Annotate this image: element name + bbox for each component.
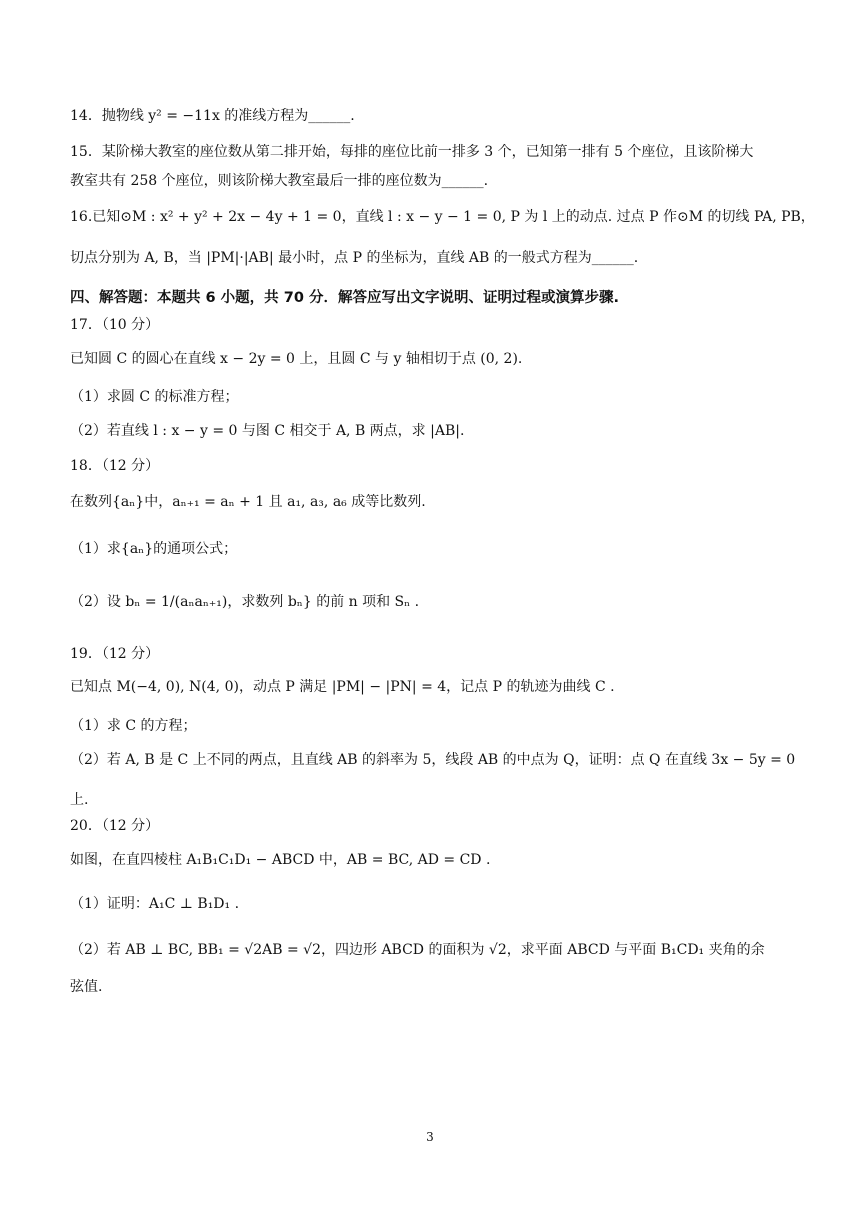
- q16-text-line1: 16.已知⊙M : x² + y² + 2x − 4y + 1 = 0，直线 l : x − y − 1 = 0, P 为 l 上的动点. 过点 P 作⊙M 的切线 PA, PB，: [70, 209, 815, 225]
- q15-text-line1: 15．某阶梯大教室的座位数从第二排开始，每排的座位比前一排多 3 个，已知第一排有 5 个座位，且该阶梯大: [70, 144, 754, 160]
- q16-text-line2: 切点分别为 A, B，当 |PM|·|AB| 最小时，点 P 的坐标为，直线 AB 的一般式方程为______.: [70, 250, 639, 266]
- q20-header: 20．（12 分）: [70, 818, 160, 834]
- q17-header: 17．（10 分）: [70, 317, 160, 333]
- q18-text: 在数列{aₙ}中，aₙ₊₁ = aₙ + 1 且 a₁, a₃, a₆ 成等比数列.: [70, 494, 426, 510]
- q18-part2: （2）设 bₙ = 1/(aₙaₙ₊₁)，求数列 bₙ} 的前 n 项和 Sₙ .: [70, 594, 420, 610]
- q19-part2-line1: （2）若 A, B 是 C 上不同的两点，且直线 AB 的斜率为 5，线段 AB 的中点为 Q，证明：点 Q 在直线 3x − 5y = 0: [70, 752, 796, 768]
- q20-part2-line2: 弦值.: [70, 979, 103, 995]
- section-heading: 四、解答题：本题共 6 小题，共 70 分．解答应写出文字说明、证明过程或演算步骤.: [70, 290, 619, 306]
- q14-text: 14．抛物线 y² = −11x 的准线方程为______.: [70, 108, 355, 124]
- q18-header: 18．（12 分）: [70, 458, 160, 474]
- q20-text: 如图，在直四棱柱 A₁B₁C₁D₁ − ABCD 中，AB = BC, AD = CD .: [70, 852, 491, 868]
- q17-part1: （1）求圆 C 的标准方程；: [70, 389, 239, 405]
- q19-part2-line2: 上.: [70, 792, 89, 808]
- q19-part1: （1）求 C 的方程；: [70, 718, 197, 734]
- q17-text: 已知圆 C 的圆心在直线 x − 2y = 0 上，且圆 C 与 y 轴相切于点 (0, 2).: [70, 351, 523, 367]
- q15-text-line2: 教室共有 258 个座位，则该阶梯大教室最后一排的座位数为______.: [70, 173, 489, 189]
- q18-part1: （1）求{aₙ}的通项公式；: [70, 541, 238, 557]
- q20-part1: （1）证明：A₁C ⊥ B₁D₁ .: [70, 896, 240, 912]
- q19-text: 已知点 M(−4, 0), N(4, 0)，动点 P 满足 |PM| − |PN| = 4，记点 P 的轨迹为曲线 C .: [70, 679, 615, 695]
- page-number: 3: [426, 1130, 434, 1144]
- q20-part2-line1: （2）若 AB ⊥ BC, BB₁ = √2AB = √2，四边形 ABCD 的面积为 √2，求平面 ABCD 与平面 B₁CD₁ 夹角的余: [70, 942, 765, 958]
- q19-header: 19．（12 分）: [70, 646, 160, 662]
- q17-part2: （2）若直线 l : x − y = 0 与图 C 相交于 A, B 两点，求 |AB|.: [70, 423, 465, 439]
